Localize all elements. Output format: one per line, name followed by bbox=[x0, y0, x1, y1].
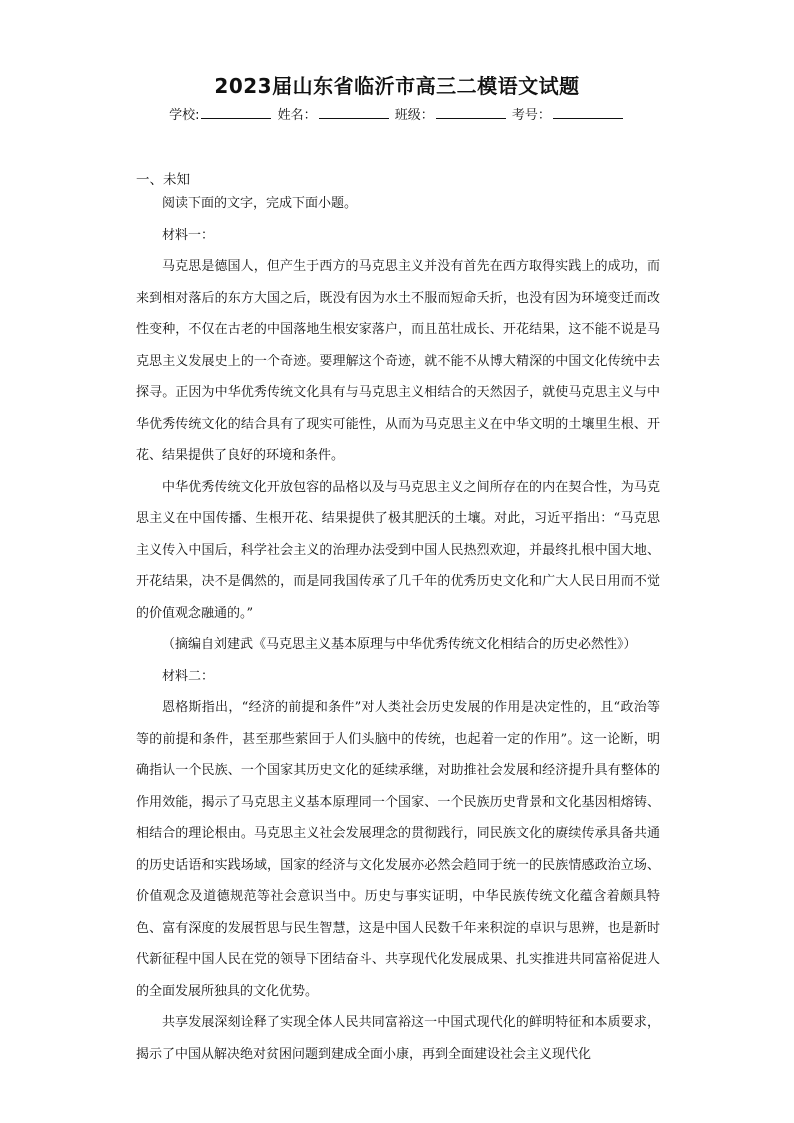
instruction: 阅读下面的文字，完成下面小题。 bbox=[162, 196, 358, 211]
source-citation: （摘编自刘建武《马克思主义基本原理与中华优秀传统文化相结合的历史必然性》） bbox=[162, 637, 637, 652]
material-two-label: 材料二： bbox=[162, 668, 215, 684]
school-blank[interactable] bbox=[201, 106, 271, 119]
material-one-label: 材料一： bbox=[162, 227, 215, 243]
passage-body bbox=[136, 188, 660, 1070]
student-info-line bbox=[0, 104, 794, 123]
paragraph: 中华优秀传统文化开放包容的品格以及与马克思主义之间所存在的内在契合性，为马克思主义在中国传播、生根开花、结果提供了极其肥沃的土壤。对此，习近平指出：“马克思主义传入中国后，科学社会主义的治理办法受到中国人民热烈欢迎，并最终扎根中国大地、开花结果，决不是偶然的，而是同我国传承了几千年的优秀历史文化和广大人民日用而不觉的价值观念融通的。” bbox=[136, 479, 660, 621]
class-blank[interactable] bbox=[436, 106, 506, 119]
exam-number-label: 考号： bbox=[511, 108, 551, 123]
paragraph: 共享发展深刻诠释了实现全体人民共同富裕这一中国式现代化的鲜明特征和本质要求，揭示了中国从解决绝对贫困问题到建成全面小康，再到全面建设社会主义现代化 bbox=[136, 1015, 660, 1062]
section-heading: 一、未知 bbox=[136, 172, 190, 188]
exam-number-blank[interactable] bbox=[553, 106, 623, 119]
name-label: 姓名： bbox=[277, 108, 317, 123]
name-blank[interactable] bbox=[319, 106, 389, 119]
paragraph: 恩格斯指出，“经济的前提和条件”对人类社会历史发展的作用是决定性的，且“政治等等的前提和条件，甚至那些萦回于人们头脑中的传统，也起着一定的作用”。这一论断，明确指认一个民族、一个国家其历史文化的延续承继，对助推社会发展和经济提升具有整体的作用效能，揭示了马克思主义基本原理同一个国家、一个民族历史背景和文化基因相熔铸、相结合的理论根由。马克思主义社会发展理念的贯彻践行，同民族文化的赓续传承具备共通的历史话语和实践场域，国家的经济与文化发展亦必然会趋同于统一的民族情感政治立场、价值观念及道德规范等社会意识当中。历史与事实证明，中华民族传统文化蕴含着颇具特色、富有深度的发展哲思与民生智慧，这是中国人民数千年来积淀的卓识与思辨，也是新时代新征程中国人民在党的领导下团结奋斗、共享现代化发展成果、扎实推进共同富裕促进人的全面发展所独具的文化优势。 bbox=[136, 700, 660, 999]
page-title: 2023届山东省临沂市高三二模语文试题 bbox=[214, 74, 580, 98]
class-label: 班级： bbox=[394, 108, 434, 123]
school-label: 学校: bbox=[169, 108, 200, 123]
paragraph: 马克思是德国人，但产生于西方的马克思主义并没有首先在西方取得实践上的成功，而来到相对落后的东方大国之后，既没有因为水土不服而短命夭折，也没有因为环境变迁而改性变种，不仅在古老的中国落地生根安家落户，而且茁壮成长、开花结果，这不能不说是马克思主义发展史上的一个奇迹。要理解这个奇迹，就不能不从博大精深的中国文化传统中去探寻。正因为中华优秀传统文化具有与马克思主义相结合的天然因子，就使马克思主义与中华优秀传统文化的结合具有了现实可能性，从而为马克思主义在中华文明的土壤里生根、开花、结果提供了良好的环境和条件。 bbox=[136, 259, 660, 463]
